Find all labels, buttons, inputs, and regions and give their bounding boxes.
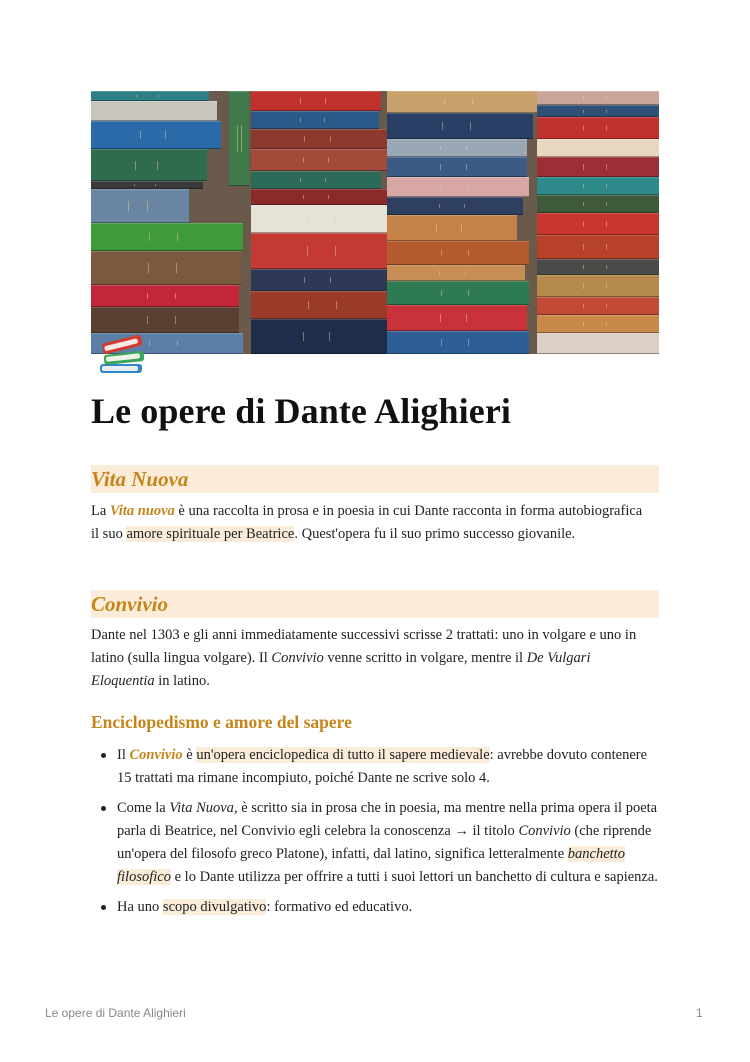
text: : formativo ed educativo. bbox=[266, 899, 413, 915]
highlighted-text: banchetto filosofico bbox=[117, 846, 625, 885]
subheading-enciclopedismo: Enciclopedismo e amore del sapere bbox=[91, 712, 352, 732]
book-stack-3 bbox=[251, 91, 391, 354]
book-stack-2 bbox=[229, 91, 249, 354]
text: (che riprende un'opera del filosofo greco Platone), infatti, dal latino, significa letteralmente bbox=[117, 823, 652, 862]
italic-text: Convivio bbox=[271, 650, 324, 666]
text: : avrebbe dovuto contenere 15 trattati ma rimane incompiuto, poiché Dante ne scrive solo 4. bbox=[117, 747, 648, 786]
text: , è scritto sia in prosa che in poesia, ma mentre nella prima opera il poeta parla di Beatrice, nel Convivio egli celebra la conoscenza → il titolo bbox=[117, 800, 658, 839]
paragraph-vita-nuova bbox=[91, 500, 651, 546]
books-emoji-icon bbox=[96, 330, 150, 380]
text: Il bbox=[117, 747, 130, 763]
footer-title: Le opere di Dante Alighieri bbox=[45, 1006, 186, 1020]
bullet-dot-icon bbox=[101, 905, 106, 910]
list-item bbox=[91, 896, 659, 919]
italic-text: De Vulgari Eloquentia bbox=[91, 650, 591, 689]
list-item bbox=[91, 797, 659, 889]
highlighted-text: scopo divulgativo bbox=[162, 899, 267, 915]
book-stack-4 bbox=[387, 91, 537, 354]
text: è una raccolta in prosa e in poesia in cui Dante racconta in forma autobiografica il suo bbox=[91, 503, 643, 542]
text: . Quest'opera fu il suo primo successo giovanile. bbox=[294, 526, 576, 542]
accent-text: Convivio bbox=[129, 747, 183, 763]
book-stack-5 bbox=[537, 91, 659, 354]
bullet-dot-icon bbox=[101, 806, 106, 811]
text: e lo Dante utilizza per offrire a tutti i suoi lettori un banchetto di cultura e sapienza. bbox=[170, 869, 658, 885]
bullet-list bbox=[91, 744, 659, 919]
accent-text: Vita nuova bbox=[109, 503, 175, 519]
footer-page-number: 1 bbox=[696, 1006, 703, 1020]
section-heading-convivio: Convivio bbox=[91, 590, 659, 618]
bullet-dot-icon bbox=[101, 753, 106, 758]
cover-image bbox=[91, 91, 659, 354]
italic-text: Convivio bbox=[518, 823, 571, 839]
text: Dante nel 1303 e gli anni immediatamente successivi scrisse 2 trattati: uno in volgare e uno in latino (sulla lingua volgare). Il bbox=[91, 627, 637, 666]
book-stack-1 bbox=[91, 91, 221, 354]
text: venne scritto in volgare, mentre il bbox=[323, 650, 527, 666]
list-item bbox=[91, 744, 659, 790]
text: La bbox=[91, 503, 110, 519]
italic-text: Vita Nuova bbox=[169, 800, 234, 816]
page-title: Le opere di Dante Alighieri bbox=[91, 391, 512, 431]
paragraph-convivio bbox=[91, 624, 651, 693]
text: è bbox=[182, 747, 197, 763]
section-heading-vita-nuova: Vita Nuova bbox=[91, 465, 659, 493]
highlighted-text: amore spirituale per Beatrice bbox=[126, 526, 295, 542]
text: Ha uno bbox=[117, 899, 163, 915]
highlighted-text: un'opera enciclopedica di tutto il sapere medievale bbox=[196, 747, 490, 763]
text: Come la bbox=[117, 800, 170, 816]
text: in latino. bbox=[154, 673, 210, 689]
